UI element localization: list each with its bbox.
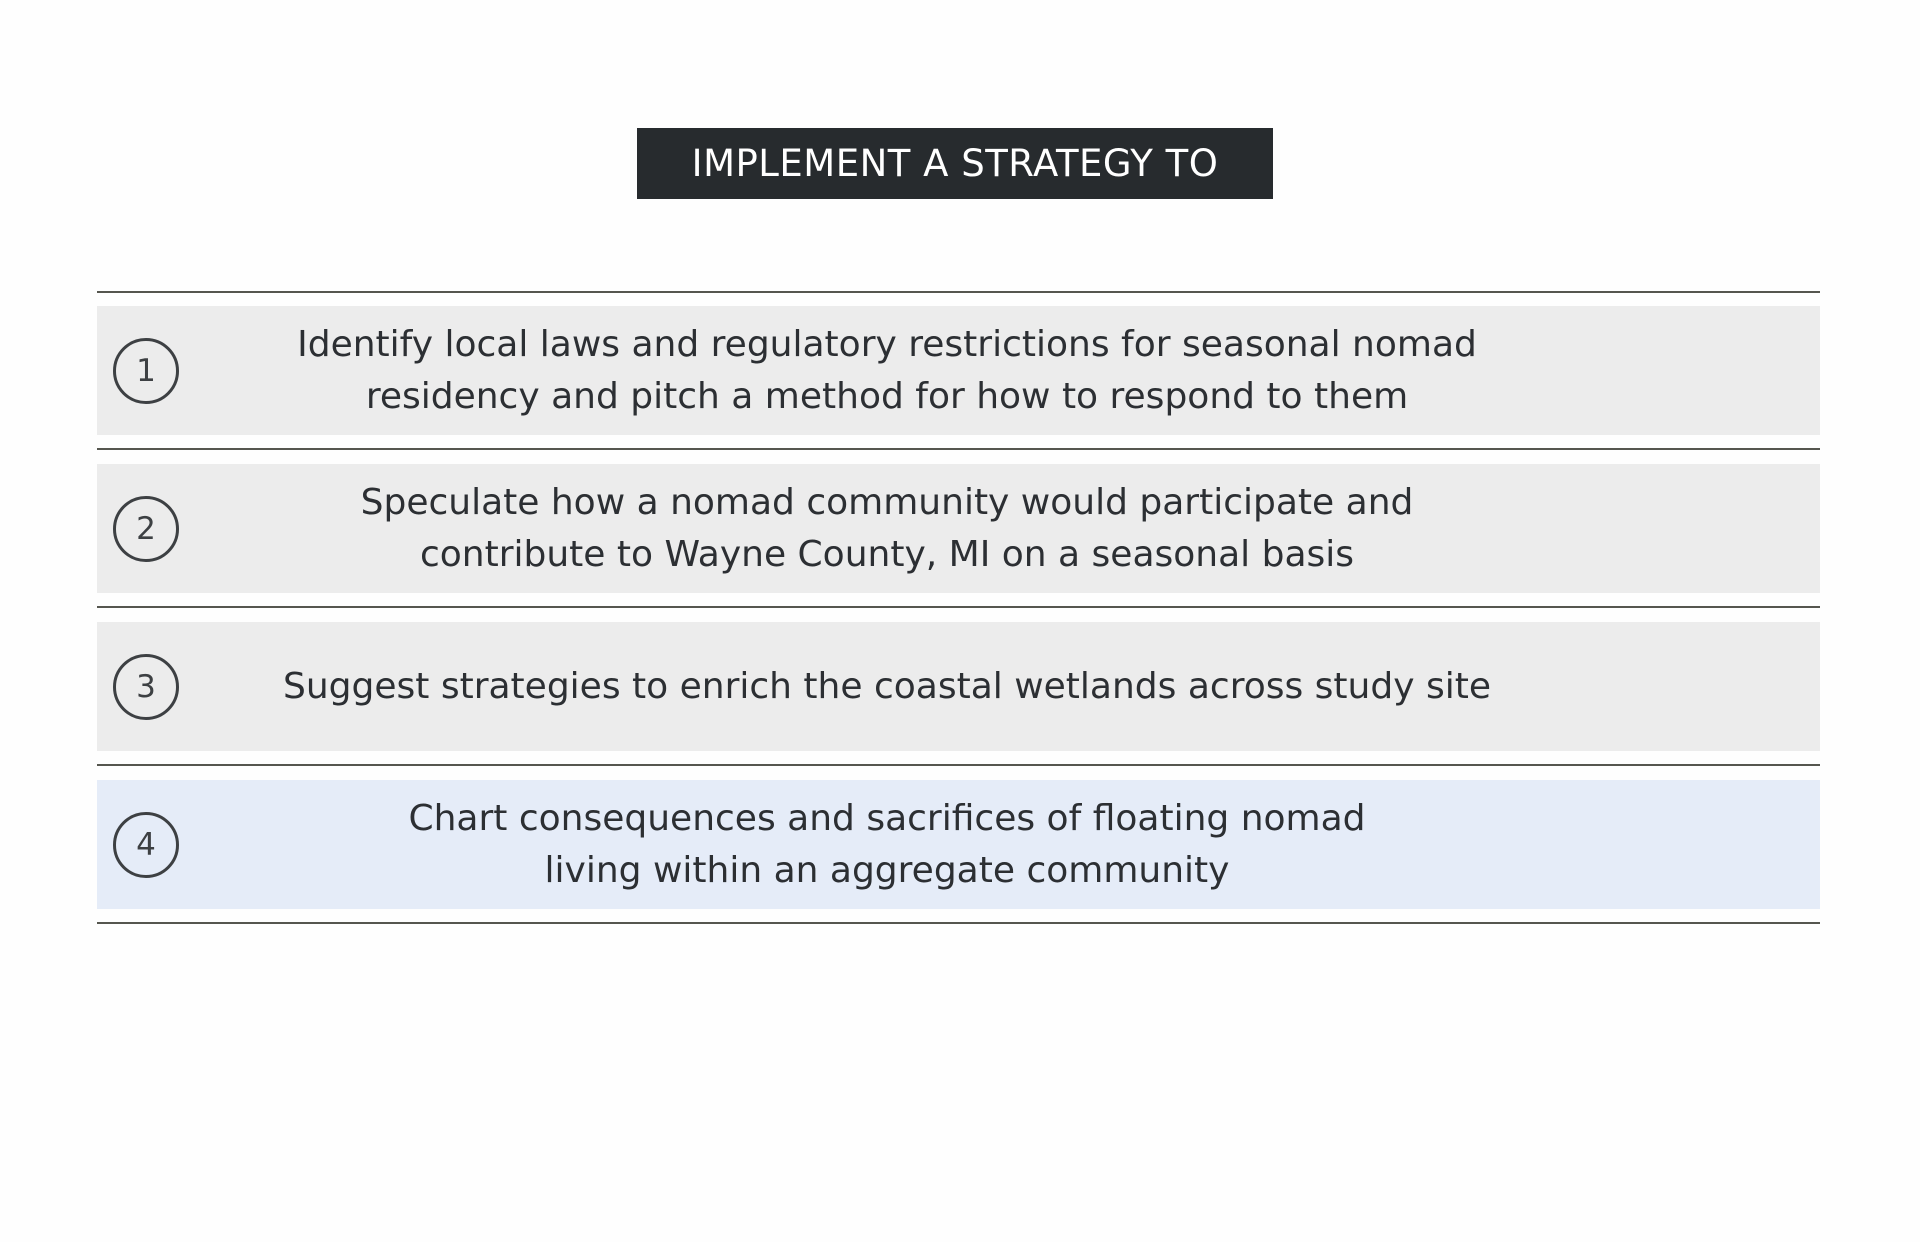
item-2-line-1: Speculate how a nomad community would participate and <box>360 481 1414 523</box>
number-badge-4: 4 <box>113 812 179 878</box>
number-badge-3: 3 <box>113 654 179 720</box>
number-badge-2: 2 <box>113 496 179 562</box>
number-badge-1: 1 <box>113 338 179 404</box>
list-item-1 <box>97 306 1820 435</box>
divider-top <box>97 291 1820 293</box>
divider-2 <box>97 606 1820 608</box>
item-4-line-2: living within an aggregate community <box>544 849 1230 891</box>
item-3-line-1: Suggest strategies to enrich the coastal wetlands across study site <box>282 665 1491 707</box>
list-item-3 <box>97 622 1820 751</box>
item-4-line-1: Chart consequences and sacrifices of floating nomad <box>408 797 1366 839</box>
item-2-text <box>257 464 1517 593</box>
item-2-line-2: contribute to Wayne County, MI on a seasonal basis <box>419 533 1355 575</box>
page-title: IMPLEMENT A STRATEGY TO <box>637 128 1273 199</box>
divider-1 <box>97 448 1820 450</box>
item-4-text <box>257 780 1517 909</box>
item-1-line-2: residency and pitch a method for how to respond to them <box>365 375 1409 417</box>
item-1-line-1: Identify local laws and regulatory restrictions for seasonal nomad <box>297 323 1477 365</box>
list-item-2 <box>97 464 1820 593</box>
divider-bottom <box>97 922 1820 924</box>
item-1-text <box>257 306 1517 435</box>
item-3-text <box>257 622 1517 751</box>
list-item-4 <box>97 780 1820 909</box>
divider-3 <box>97 764 1820 766</box>
